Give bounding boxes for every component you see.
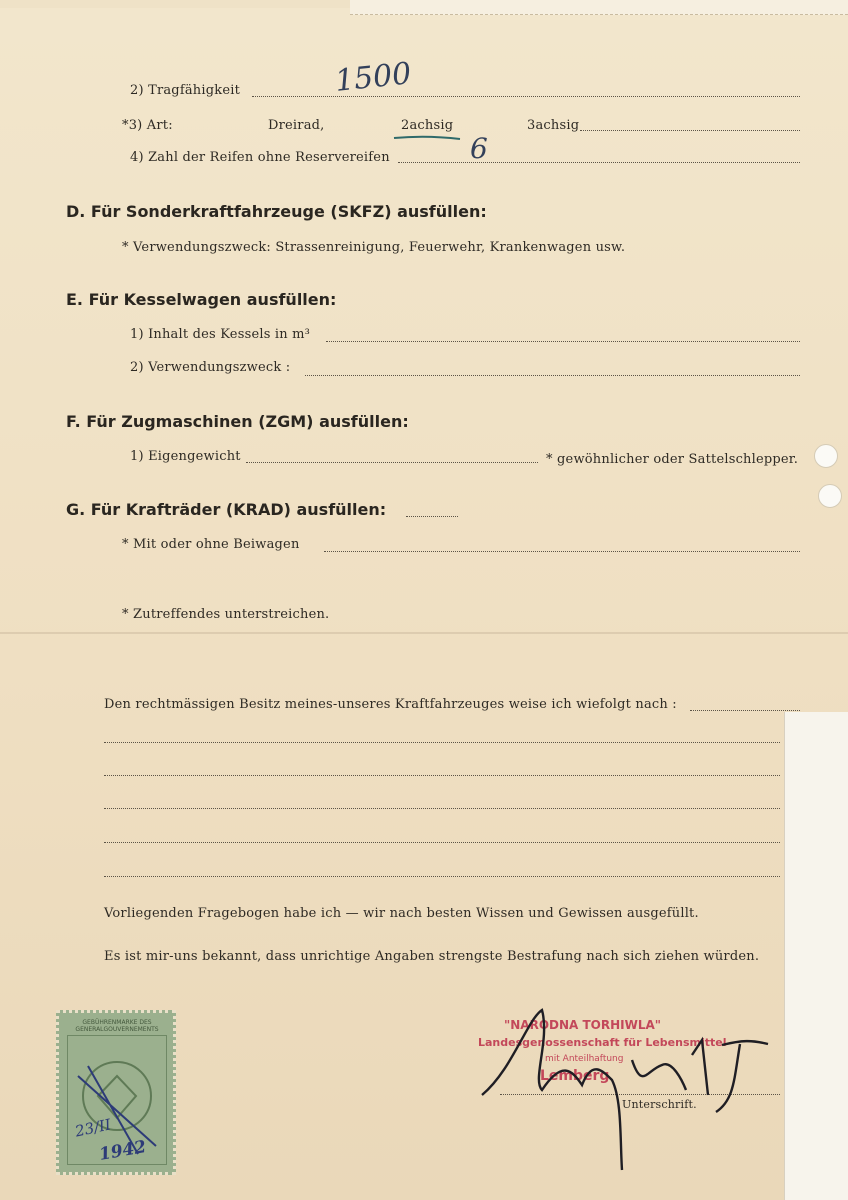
fill-line [580,130,800,131]
fill-line [326,341,800,342]
filled-statement: Vorliegenden Fragebogen habe ich — wir nach besten Wissen und Gewissen ausgefüllt. [104,906,699,921]
art-option-dreirad: Dreirad, [268,118,325,133]
stamp-name: "NARODNA TORHIWLA" [504,1018,662,1032]
top-paper-strip [350,0,848,15]
fill-line [104,742,780,743]
zgm-type-line: * gewöhnlicher oder Sattelschlepper. [546,452,799,467]
fill-line [104,842,780,843]
heading-section-g: G. Für Krafträder (KRAD) ausfüllen: [66,500,387,519]
heading-section-d: D. Für Sonderkraftfahrzeuge (SKFZ) ausfüllen: [66,202,487,221]
punch-hole [818,484,842,508]
stamp-line2: Landesgenossenschaft für Lebensmittel [478,1036,727,1049]
handwritten-signature [472,1000,782,1180]
handwritten-tragfaehigkeit: 1500 [333,56,413,99]
eigengewicht-label: 1) Eigengewicht [130,449,241,464]
underlying-page-edge [784,712,848,1200]
revenue-stamp [56,1010,176,1175]
reifen-label: 4) Zahl der Reifen ohne Reservereifen [130,150,390,165]
stamp-line3: mit Anteilhaftung [545,1054,624,1064]
fill-line [104,808,780,809]
fill-line [324,551,800,552]
revenue-stamp-text: GEBÜHRENMARKE DES GENERALGOUVERNEMENTS [75,1019,159,1033]
fill-line [246,462,538,463]
stamp-line4: Lemberg [540,1068,610,1084]
tragfaehigkeit-label: 2) Tragfähigkeit [130,83,240,98]
fill-line [104,775,780,776]
beiwagen-label: * Mit oder ohne Beiwagen [122,537,300,552]
heading-section-e: E. Für Kesselwagen ausfüllen: [66,290,337,309]
heading-section-f: F. Für Zugmaschinen (ZGM) ausfüllen: [66,412,409,431]
fill-line [104,876,780,877]
fill-line [305,375,800,376]
underline-note: * Zutreffendes unterstreichen. [122,607,330,622]
kessel-zweck-label: 2) Verwendungszweck : [130,360,291,375]
kessel-inhalt-label: 1) Inhalt des Kessels in m³ [130,327,311,342]
underline-mark [392,134,462,142]
skfz-line: * Verwendungszweck: Strassenreinigung, Feuerwehr, Krankenwagen usw. [122,240,626,255]
art-label: *3) Art: [122,118,173,133]
fill-line [406,516,458,517]
punch-hole [814,444,838,468]
fill-line [252,96,800,97]
awareness-statement: Es ist mir-uns bekannt, dass unrichtige Angaben strengste Bestrafung nach sich ziehen würden. [104,949,760,964]
fill-line [398,162,800,163]
cancellation-date: 23/II [73,1115,113,1141]
art-option-3achsig: 3achsig [527,118,580,133]
handwritten-reifen: 6 [470,132,488,165]
fill-line [690,710,800,711]
art-option-2achsig: 2achsig [401,118,454,133]
possession-statement: Den rechtmässigen Besitz meines-unseres Kraftfahrzeuges weise ich wiefolgt nach : [104,697,677,712]
signature-label: Unterschrift. [622,1098,697,1111]
fold-line [0,632,848,634]
cancellation-year: 1942 [97,1137,148,1165]
